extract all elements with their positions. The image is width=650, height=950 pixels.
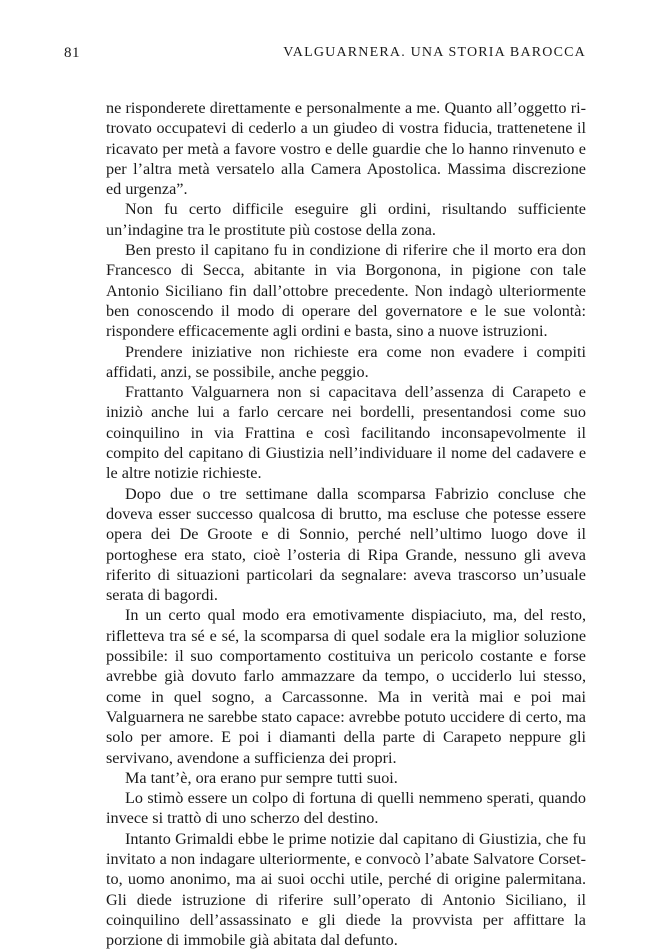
body-text [106,98,586,950]
running-title: VALGUARNERA. UNA STORIA BAROCCA [283,45,586,60]
paragraph: Lo stimò essere un colpo di fortuna di quelli nemmeno sperati, quando invece si trattò di uno scherzo del destino. [106,789,586,828]
page-header [64,45,586,65]
paragraph: Ben presto il capitano fu in condizione di riferire che il morto era don Francesco di Secca, abitante in via Borgonona, in pigione con tale Antonio Siciliano fin dall’ottobre precedente. Non indagò ulteriormente ben conoscendo il modo di operare del governatore e le sue volontà: rispondere efficacemente agli ordini e basta, sino a nuove istruzioni. [106,241,586,341]
paragraph: Frattanto Valguarnera non si capacitava dell’assenza di Carapeto e iniziò anche lui a farlo cercare nei bordelli, presentandosi come suo coinquilino in via Frattina e così facilitando inconsapevolmente il compito del capitano di Giustizia nell’individuare il nome del cadavere e le altre notizie richieste. [106,383,586,483]
paragraph: Ma tant’è, ora erano pur sempre tutti suoi. [125,768,398,787]
paragraph: Intanto Grimaldi ebbe le prime notizie dal capitano di Giustizia, che fu invitato a non indagare ulteriormente, e convocò l’abate Salvatore Corsetto, uomo anonimo, ma ai suoi occhi utile, perché di origine palermitana. Gli diede istruzione di riferire sull’operato di Antonio Siciliano, il coinquilino dell’assassinato e gli diede la provvista per affittare la porzione di immobile già abitata dal defunto. [106,829,586,950]
paragraph: Dopo due o tre settimane dalla scomparsa Fabrizio concluse che doveva esser successo qualcosa di brutto, ma escluse che potesse essere opera dei De Groote e di Sonnio, perché nell’ultimo luogo dove il portoghese era stato, cioè l’osteria di Ripa Grande, nessuno gli aveva riferito di situazioni particolari da segnalare: aveva trascorso un’usuale serata di bagordi. [106,484,586,605]
paragraph: Prendere iniziative non richieste era come non evadere i compiti affidati, anzi, se possibile, anche peggio. [106,342,586,381]
paragraph: ne risponderete direttamente e personalmente a me. Quanto all’oggetto ritrovato occupatevi di cederlo a un giudeo di vostra fiducia, trattenetene il ricavato per metà a favore vostro e delle guardie che lo hanno rinvenuto e per l’altra metà versatelo alla Camera Apostolica. Massima discrezione ed urgenza”. [106,99,586,199]
page-number: 81 [64,45,80,61]
paragraph: In un certo qual modo era emotivamente dispiaciuto, ma, del resto, rifletteva tra sé e sé, la scomparsa di quel sodale era la miglior soluzione possibile: il suo comportamento costituiva un pericolo costante e forse avrebbe già dovuto farlo ammazzare da tempo, o ucciderlo lui stesso, come in quel sogno, a Carcassonne. Ma in verità mai e poi mai Valguarnera ne sarebbe stato capace: avrebbe potuto uccidere di certo, ma solo per amore. E poi i diamanti della parte di Carapeto neppure gli servivano, avendone a sufficienza dei propri. [106,606,586,767]
paragraph: Non fu certo difficile eseguire gli ordini, risultando sufficiente un’indagine tra le prostitute più costose della zona. [106,200,586,239]
